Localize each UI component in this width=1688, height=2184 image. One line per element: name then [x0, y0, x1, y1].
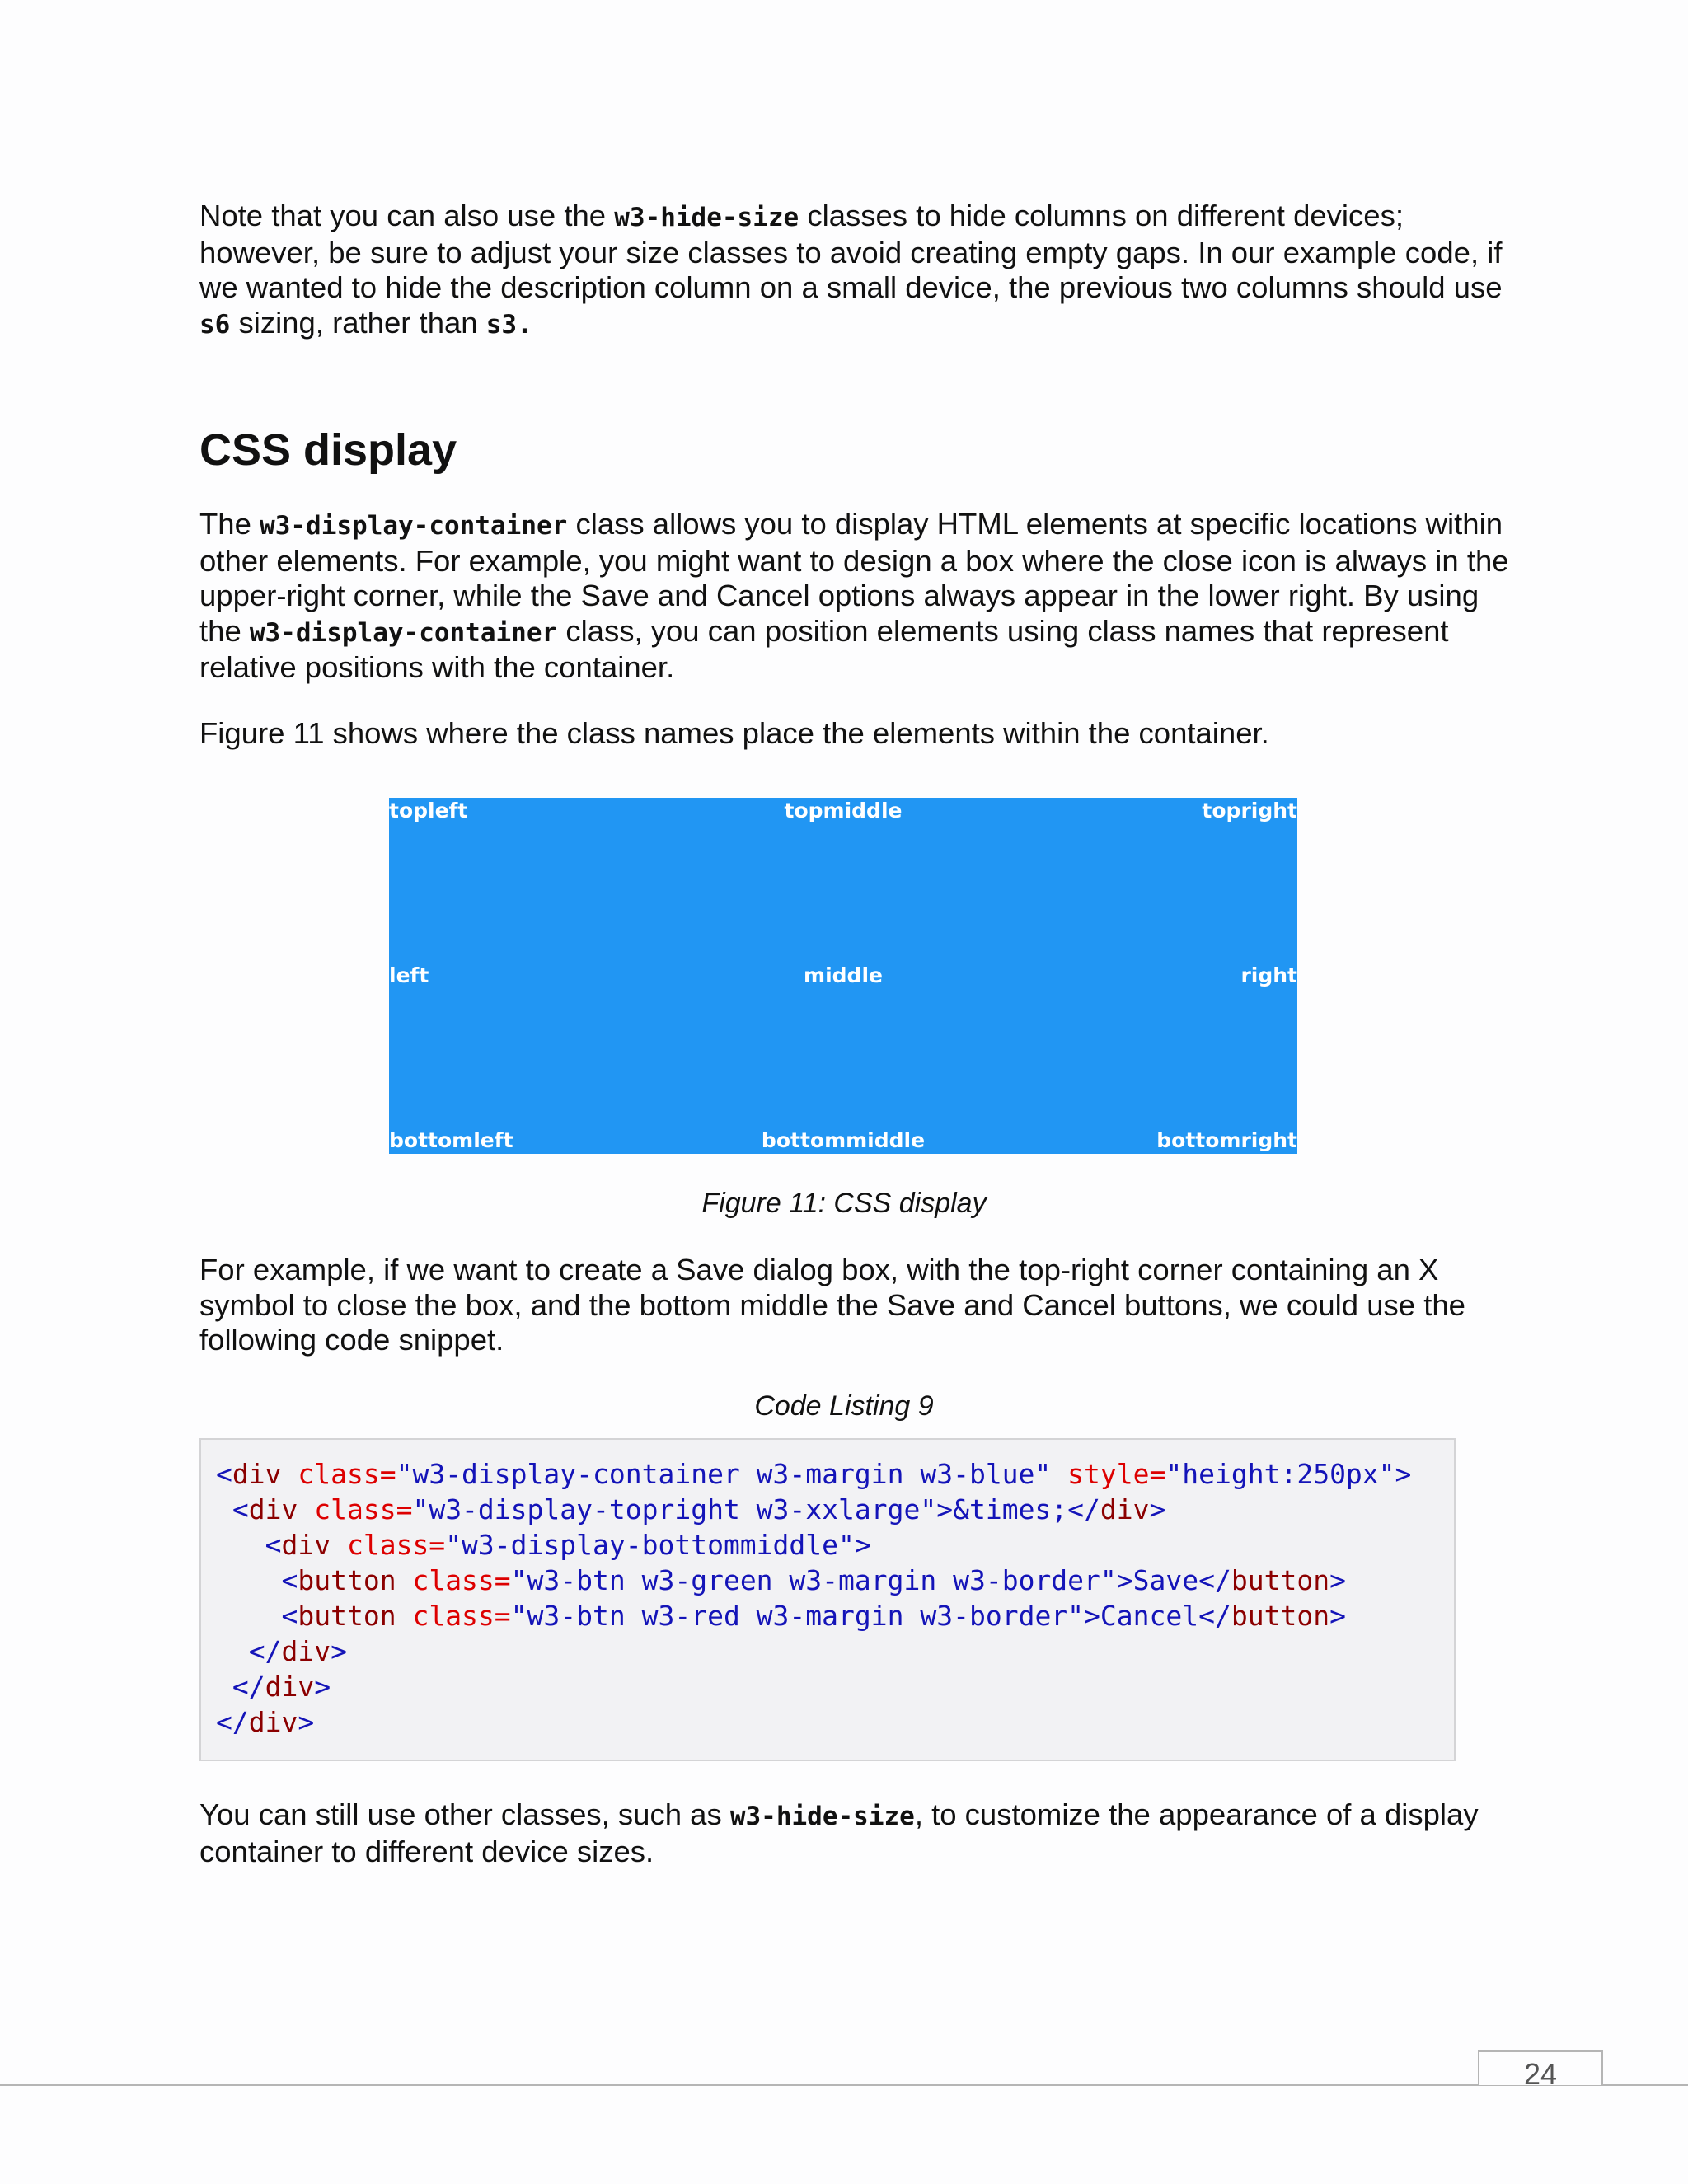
footer-rule [0, 2084, 1688, 2086]
inline-code: s3. [485, 309, 532, 340]
figure-intro-paragraph: Figure 11 shows where the class names place the elements within the container. [199, 716, 1269, 750]
inline-code: w3-display-container [249, 617, 558, 648]
label-left: left [389, 963, 429, 987]
label-topmiddle: topmiddle [784, 799, 903, 823]
label-topright: topright [1202, 799, 1297, 823]
figure-caption: Figure 11: CSS display [701, 1188, 987, 1219]
code-listing [199, 1438, 1456, 1761]
closing-paragraph: You can still use other classes, such as w3-hide-size, to customize the appearance of a display container to different device sizes. [199, 1797, 1479, 1868]
inline-code: w3-hide-size [729, 1802, 915, 1831]
listing-caption: Code Listing 9 [754, 1390, 934, 1422]
label-bottomleft: bottomleft [389, 1128, 513, 1152]
label-bottomright: bottomright [1156, 1128, 1297, 1152]
example-paragraph: For example, if we want to create a Save dialog box, with the top-right corner containing an X symbol to close the box, and the bottom middle the Save and Cancel buttons, we could use the following code snippet. [199, 1253, 1465, 1357]
label-topleft: topleft [389, 799, 468, 823]
css-display-figure [389, 798, 1297, 1154]
label-bottommiddle: bottommiddle [761, 1128, 926, 1152]
inline-code: w3-display-container [260, 511, 568, 541]
display-container-paragraph: The w3-display-container class allows you to display HTML elements at specific locations within other elements. For example, you might want to design a box where the close icon is always in the upper-right corner, while the Save and Cancel options always appear in the lower right. By using the w3-display-container class, you can position elements using class names that represent relative positions with the container. [199, 507, 1509, 684]
section-heading: CSS display [199, 425, 457, 475]
code-lines: <div class="w3-display-container w3-margin w3-blue" style="height:250px"> <div class="w3-display-topright w3-xxlarge">&times;</div> <div class="w3-display-bottommiddle"> <button class="w3-btn w3-green w3-margin w3-border">Save</button> <button class="w3-btn w3-red w3-margin w3-border">Cancel</button> </div> </div> </div> [216, 1458, 1412, 1738]
inline-code: s6 [199, 309, 231, 340]
page-number: 24 [1523, 2057, 1558, 2091]
intro-paragraph: Note that you can also use the w3-hide-size classes to hide columns on different devices; however, be sure to adjust your size classes to avoid creating empty gaps. In our example code, if we wanted to hide the description column on a small device, the previous two columns should use s6 sizing, rather than s3. [199, 199, 1503, 340]
label-middle: middle [804, 963, 883, 987]
inline-code: w3-hide-size [614, 203, 799, 232]
label-right: right [1240, 963, 1297, 987]
